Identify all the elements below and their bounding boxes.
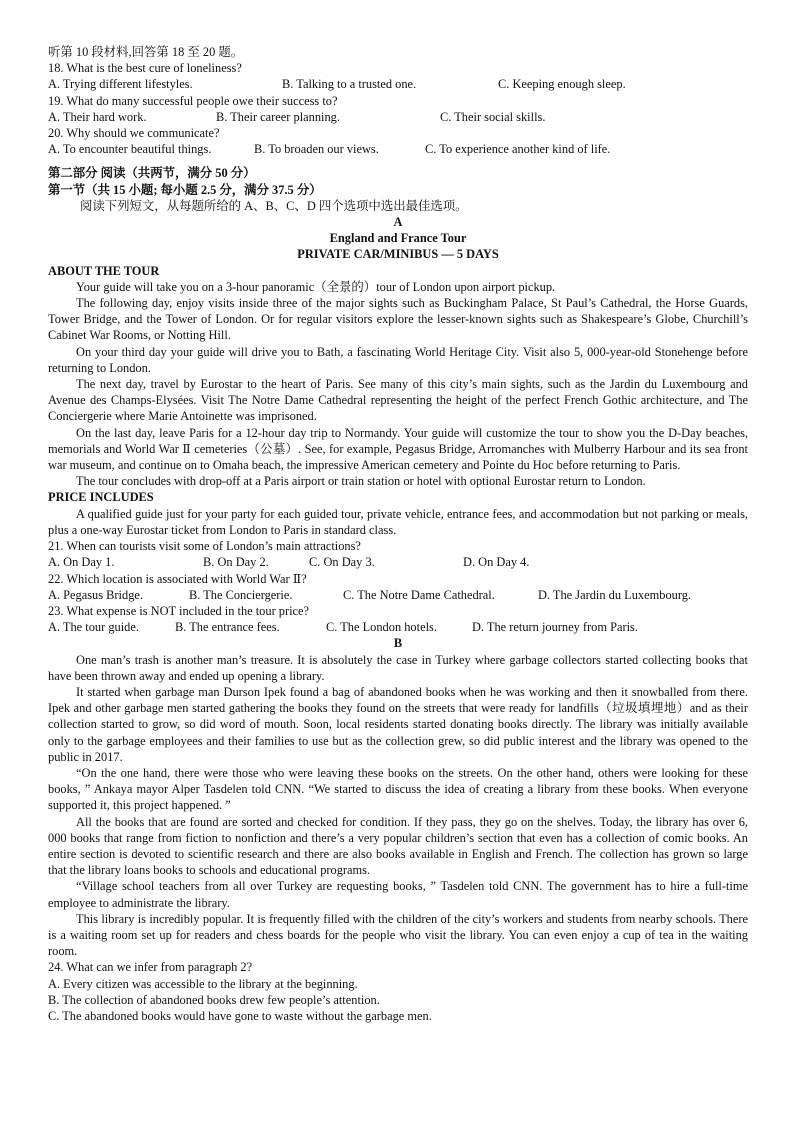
question-20: 20. Why should we communicate? — [48, 126, 220, 141]
about-tour-heading: ABOUT THE TOUR — [48, 263, 160, 278]
option-18-a: A. Trying different lifestyles. — [48, 77, 193, 92]
options-22 — [48, 587, 748, 603]
option-18-b: B. Talking to a trusted one. — [282, 77, 417, 92]
option-20-a: A. To encounter beautiful things. — [48, 142, 212, 157]
option-20-c: C. To experience another kind of life. — [425, 142, 611, 157]
option-19-a: A. Their hard work. — [48, 109, 147, 124]
option-19-b: B. Their career planning. — [216, 109, 340, 124]
passage-a-subtitle: PRIVATE CAR/MINIBUS — 5 DAYS — [297, 247, 499, 262]
option-23-d: D. The return journey from Paris. — [472, 620, 638, 635]
passage-a-paragraph: On the last day, leave Paris for a 12-hour day trip to Normandy. Your guide will customize the tour to show you the D-Day beaches, memorials and World War Ⅱ cemeteries（公墓）. See, for example, Pegasus Bridge, Arromanches with Mulberry Harbour and its sea front war museum, and continue on to Omaha beach, the impressive American cemetery and Pointe du Hoc before returning to Paris. — [48, 425, 748, 473]
options-18 — [48, 76, 748, 92]
question-22: 22. Which location is associated with World War Ⅱ? — [48, 571, 307, 586]
passage-a-paragraph: The following day, enjoy visits inside three of the major sights such as Buckingham Palace, St Paul’s Cathedral, the Horse Guards, Tower Bridge, and the Tower of London. Or for regular visitors explore the lesser-known sights such as Shakespeare’s Globe, Churchill’s Cabinet War Rooms, or Notting Hill. — [48, 296, 748, 343]
passage-a-paragraph: On your third day your guide will drive you to Bath, a fascinating World Heritage City. Visit also 5, 000-year-old Stonehenge before returning to London. — [48, 344, 748, 375]
passage-b-paragraph: It started when garbage man Durson Ipek found a bag of abandoned books when he was working and then it snowballed from there. Ipek and other garbage men started gathering the books they found on the streets that were ready for landfills（垃圾填埋地）and as their collection started to grow, so did word of mouth. Soon, local residents started donating books directly. The library was initially available only to the garbage employees and their families to use but as the collection grew, so did public interest and the library was opened to the public in 2017. — [48, 684, 748, 764]
price-includes-heading: PRICE INCLUDES — [48, 490, 154, 505]
question-19: 19. What do many successful people owe their success to? — [48, 93, 338, 108]
passage-a-paragraph: The next day, travel by Eurostar to the heart of Paris. See many of this city’s main sights, such as the Jardin du Luxembourg and Avenue des Champs-Elysées. Visit The Notre Dame Cathedral representing the height of the perfect French Gothic architecture, and The Conciergerie where Marie Antoinette was imprisoned. — [48, 377, 748, 424]
reading-instructions: 阅读下列短文，从每题所给的 A、B、C、D 四个选项中选出最佳选项。 — [80, 198, 468, 213]
options-19 — [48, 109, 748, 125]
passage-a-title: England and France Tour — [329, 231, 467, 246]
option-24-b: B. The collection of abandoned books drew few people’s attention. — [48, 992, 380, 1007]
question-21: 21. When can tourists visit some of London’s main attractions? — [48, 539, 361, 554]
passage-a-letter: A — [393, 215, 403, 230]
options-20 — [48, 141, 748, 157]
options-23 — [48, 619, 748, 635]
passage-b-paragraph: One man’s trash is another man’s treasure. It is absolutely the case in Turkey where garbage collectors started collecting books that have been thrown away and ended up opening a library. — [48, 652, 748, 683]
passage-b-paragraph: All the books that are found are sorted and checked for condition. If they pass, they go on the shelves. Today, the library has over 6, 000 books that range from fiction to nonfiction and there’s a very popular children’s section that even has a collection of comic books. An entire section is devoted to scientific research and there are also books available in English and French. The collection has grown so large that the library loans books to schools and educational programs. — [48, 814, 748, 878]
option-22-c: C. The Notre Dame Cathedral. — [343, 587, 495, 602]
option-24-c: C. The abandoned books would have gone to waste without the garbage men. — [48, 1008, 432, 1023]
option-23-c: C. The London hotels. — [326, 620, 437, 635]
question-23: 23. What expense is NOT included in the tour price? — [48, 603, 310, 618]
passage-a-paragraph: The tour concludes with drop-off at a Paris airport or train station or hotel with optional Eurostar return to London. — [76, 474, 646, 489]
passage-b-letter: B — [393, 636, 403, 651]
reading-section-title: 第一节（共 15 小题; 每小题 2.5 分，满分 37.5 分） — [48, 182, 322, 197]
option-18-c: C. Keeping enough sleep. — [498, 77, 626, 92]
option-20-b: B. To broaden our views. — [254, 142, 379, 157]
passage-b-paragraph: “On the one hand, there were those who were leaving these books on the streets. On the other hand, others were looking for these books, ” Ankaya mayor Alper Tasdelen told CNN. “We started to discuss the idea of creating a library from these books. When everyone supported it, this project happened. ” — [48, 765, 748, 813]
option-21-c: C. On Day 3. — [309, 555, 375, 570]
question-18: 18. What is the best cure of loneliness? — [48, 61, 242, 76]
reading-part-title: 第二部分 阅读（共两节，满分 50 分） — [48, 166, 256, 181]
price-includes-text: A qualified guide just for your party for each guided tour, private vehicle, entrance fees, and accommodation but not parking or meals, plus a one-way Eurostar ticket from London to Paris in standard class. — [48, 506, 748, 537]
option-24-a: A. Every citizen was accessible to the library at the beginning. — [48, 976, 358, 991]
option-22-b: B. The Conciergerie. — [189, 587, 293, 602]
passage-b-paragraph: “Village school teachers from all over Turkey are requesting books, ” Tasdelen told CNN. The government has to hire a full-time employee to administrate the library. — [48, 879, 748, 910]
listening-header: 听第 10 段材料,回答第 18 至 20 题。 — [48, 45, 244, 59]
option-19-c: C. Their social skills. — [440, 109, 546, 124]
option-23-b: B. The entrance fees. — [175, 620, 280, 635]
option-22-a: A. Pegasus Bridge. — [48, 587, 143, 602]
option-21-b: B. On Day 2. — [203, 555, 269, 570]
options-21 — [48, 554, 748, 570]
passage-a-paragraph: Your guide will take you on a 3-hour panoramic（全景的）tour of London upon airport pickup. — [76, 279, 556, 294]
option-21-a: A. On Day 1. — [48, 555, 115, 570]
question-24: 24. What can we infer from paragraph 2? — [48, 960, 253, 975]
passage-b-paragraph: This library is incredibly popular. It is frequently filled with the children of the city’s workers and students from nearby schools. There is a waiting room set up for readers and chess boards for the people who visit the library. You can even enjoy a cup of tea in the waiting room. — [48, 911, 748, 959]
option-22-d: D. The Jardin du Luxembourg. — [538, 587, 692, 602]
option-21-d: D. On Day 4. — [463, 555, 530, 570]
exam-page — [48, 44, 748, 1024]
option-23-a: A. The tour guide. — [48, 620, 139, 635]
